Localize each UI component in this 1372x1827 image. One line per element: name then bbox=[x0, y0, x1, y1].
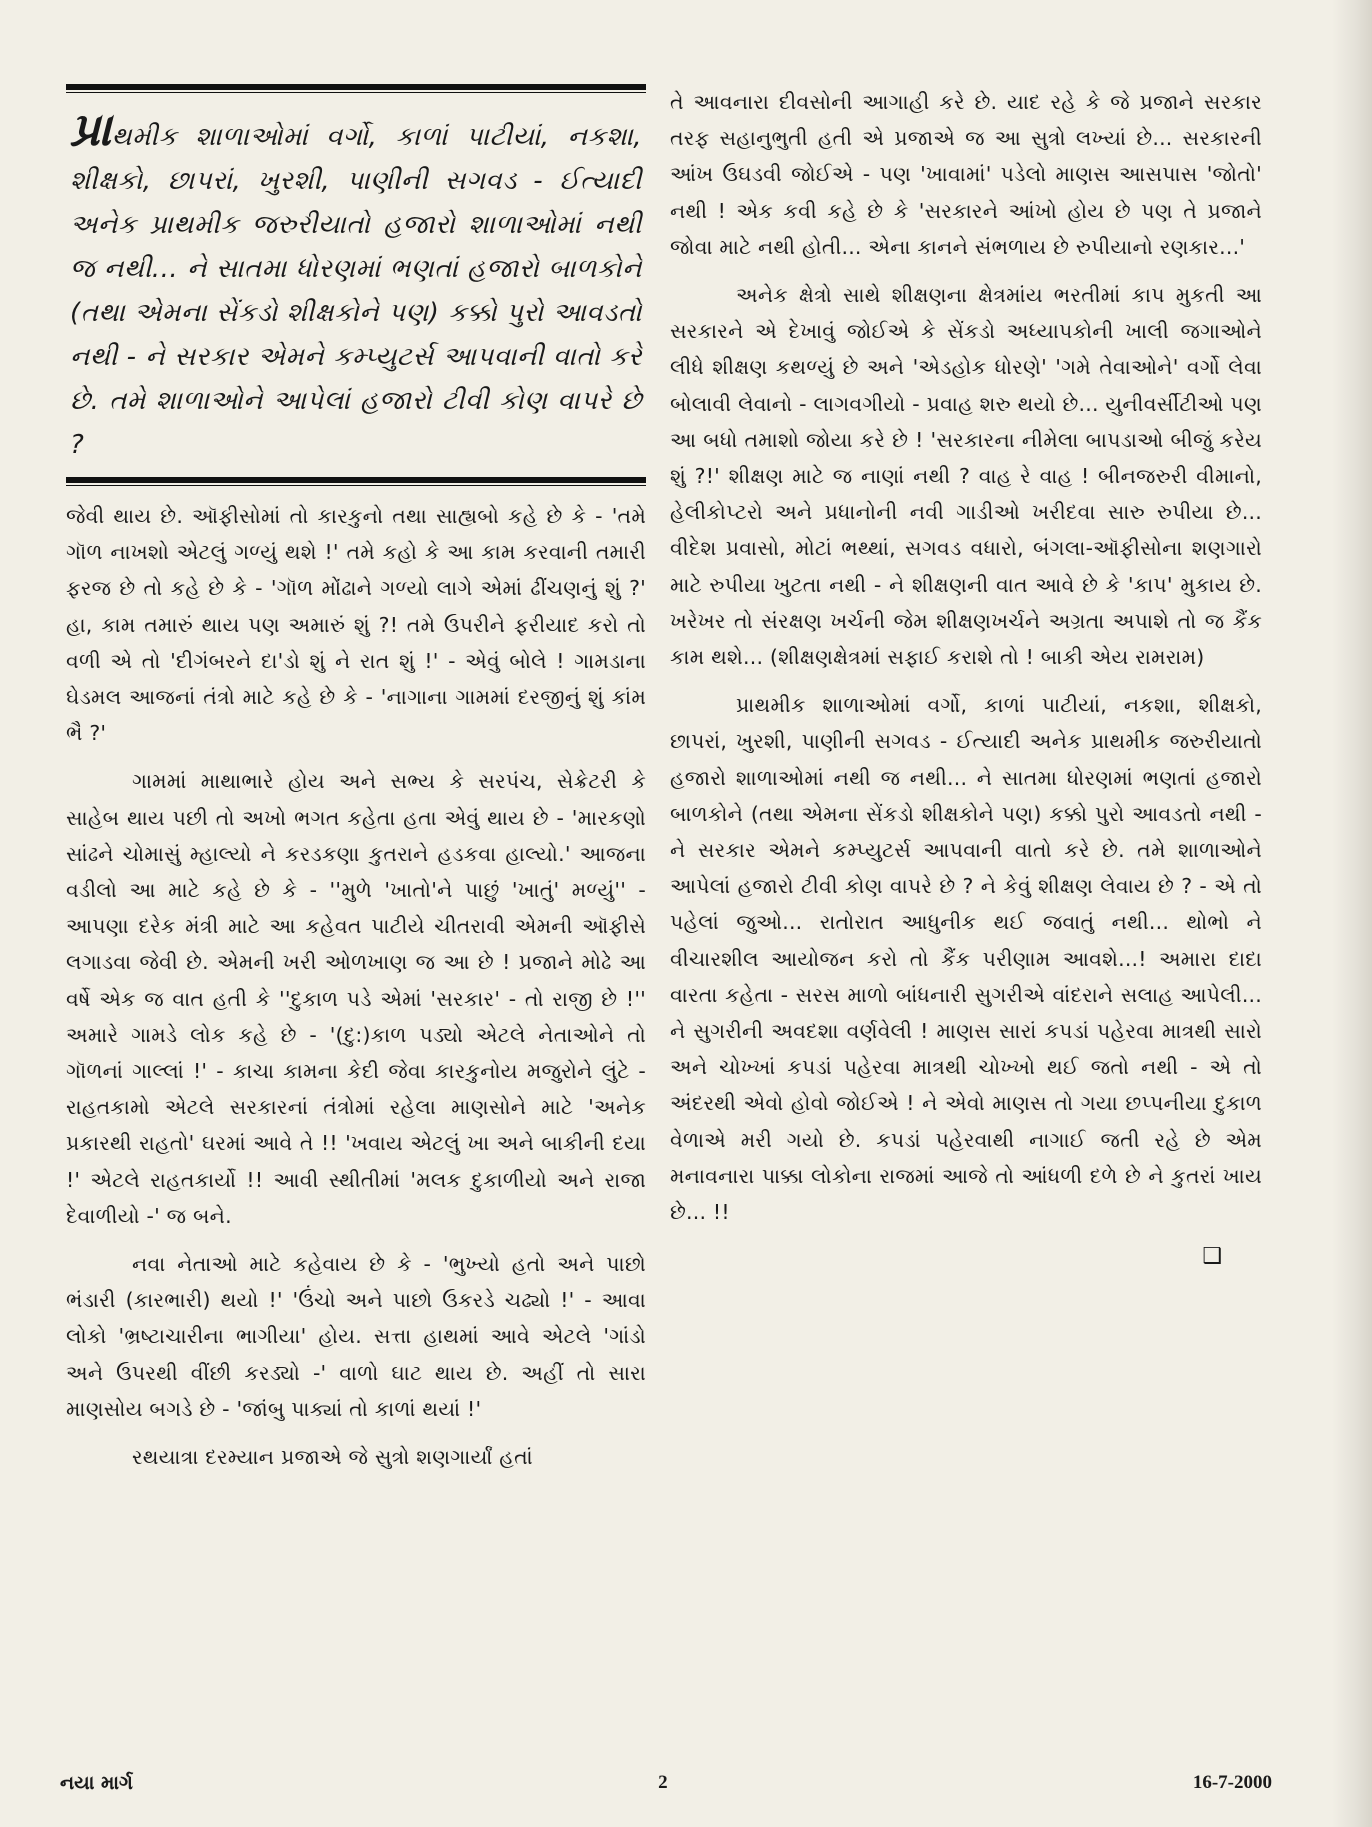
pull-quote-top-rule bbox=[66, 84, 646, 93]
paragraph: અનેક ક્ષેત્રો સાથે શીક્ષણના ક્ષેત્રમાંય ભરતીમાં કાપ મુકતી આ સરકારને એ દેખાવું જોઈએ કે સેંકડો અધ્યાપકોની ખાલી જગાઓને લીધે શીક્ષણ કથળ્યું છે અને 'એડહોક ધોરણે' 'ગમે તેવાઓને' વર્ગો લેવા બોલાવી લેવાનો - લાગવગીયો - પ્રવાહ શરુ થયો છે... યુનીવર્સીટીઓ પણ આ બધો તમાશો જોયા કરે છે ! 'સરકારના નીમેલા બાપડાઓ બીજું કરેય શું ?!' શીક્ષણ માટે જ નાણાં નથી ? વાહ રે વાહ ! બીનજરુરી વીમાનો, હેલીકોપ્ટરો અને પ્રધાનોની નવી ગાડીઓ ખરીદવા સારુ રુપીયા છે... વીદેશ પ્રવાસો, મોટાં ભથ્થાં, સગવડ વધારો, બંગલા-ઑફીસોના શણગારો માટે રુપીયા ખુટતા નથી - ને શીક્ષણની વાત આવે છે કે 'કાપ' મુકાય છે. ખરેખર તો સંરક્ષણ ખર્ચની જેમ શીક્ષણખર્ચને અગ્રતા અપાશે તો જ કૈંક કામ થશે... (શીક્ષણક્ષેત્રમાં સફાઈ કરાશે તો ! બાકી એય રામરામ) bbox=[670, 283, 1262, 670]
issue-date: 16-7-2000 bbox=[1192, 1772, 1272, 1793]
left-column bbox=[66, 84, 646, 1475]
paragraph: તે આવનારા દીવસોની આગાહી કરે છે. યાદ રહે કે જે પ્રજાને સરકાર તરફ સહાનુભુતી હતી એ પ્રજાએ જ આ સુત્રો લખ્યાં છે... સરકારની આંખ ઉઘડવી જોઈએ - પણ 'ખાવામાં' પડેલો માણસ આસપાસ 'જોતો' નથી ! એક કવી કહે છે કે 'સરકારને આંખો હોય છે પણ તે પ્રજાને જોવા માટે નથી હોતી... એના કાનને સંભળાય છે રુપીયાનો રણકાર...' bbox=[670, 90, 1262, 259]
paragraph: પ્રાથમીક શાળાઓમાં વર્ગો, કાળાં પાટીયાં, નકશા, શીક્ષકો, છાપરાં, ખુરશી, પાણીની સગવડ - ઈત્યાદી અનેક પ્રાથમીક જરુરીયાતો હજારો શાળાઓમાં નથી જ નથી... ને સાતમા ધોરણમાં ભણતાં હજારો બાળકોને (તથા એમના સેંકડો શીક્ષકોને પણ) કક્કો પુરો આવડતો નથી - ને સરકાર એમને કમ્પ્યુટર્સ આપવાની વાતો કરે છે. તમે શાળાઓને આપેલાં હજારો ટીવી કોણ વાપરે છે ? ને કેવું શીક્ષણ લેવાય છે ? - એ તો પહેલાં જુઓ... રાતોરાત આધુનીક થઈ જવાતું નથી... થોભો ને વીચારશીલ આયોજન કરો તો કૈંક પરીણામ આવશે...! અમારા દાદા વારતા કહેતા - સરસ માળો બાંધનારી સુગરીએ વાંદરાને સલાહ આપેલી... ને સુગરીની અવદશા વર્ણવેલી ! માણસ સારાં કપડાં પહેરવા માત્રથી સારો અને ચોખ્ખાં કપડાં પહેરવા માત્રથી ચોખ્ખો થઈ જતો નથી - એ તો અંદરથી એવો હોવો જોઈએ ! ને એવો માણસ તો ગયા છપ્પનીયા દુકાળ વેળાએ મરી ગયો છે. કપડાં પહેરવાથી નાગાઈ જતી રહે છે એમ મનાવનારા પાક્કા લોકોના રાજમાં આજે તો આંધળી દળે છે ને કુતરાં ખાય છે... !! bbox=[670, 693, 1262, 1225]
paragraph: નવા નેતાઓ માટે કહેવાય છે કે - 'ભુખ્યો હતો અને પાછો ભંડારી (કારભારી) થયો !' 'ઉંચો અને પાછો ઉકરડે ચઢ્યો !' - આવા લોકો 'ભ્રષ્ટાચારીના ભાગીયા' હોય. સત્તા હાથમાં આવે એટલે 'ગાંડો અને ઉપરથી વીંછી કરડ્યો -' વાળો ઘાટ થાય છે. અહીં તો સારા માણસોય બગડે છે - 'જાંબુ પાક્યાં તો કાળાં થયાં !' bbox=[66, 1252, 646, 1421]
page-footer bbox=[60, 1772, 1272, 1794]
paragraph: જેવી થાય છે. ઑફીસોમાં તો કારકુનો તથા સાહ્યબો કહે છે કે - 'તમે ગૉળ નાખશો એટલું ગળ્યું થશે !' તમે કહો કે આ કામ કરવાની તમારી ફરજ છે તો કહે છે કે - 'ગૉળ મોંઢાને ગળ્યો લાગે એમાં ઢીંચણનું શું ?' હા, કામ તમારું થાય પણ અમારું શું ?! તમે ઉપરીને ફરીયાદ કરો તો વળી એ તો 'દીગંબરને દા'ડો શું ને રાત શું !' - એવું બોલે ! ગામડાના ઘેડમલ આજનાં તંત્રો માટે કહે છે કે - 'નાગાના ગામમાં દરજીનું શું કાંમ ભૈ ?' bbox=[66, 504, 646, 746]
publication-name: નયા માર્ગ bbox=[60, 1772, 133, 1794]
end-of-article-mark: ❑ bbox=[1202, 1244, 1222, 1270]
pull-quote bbox=[66, 93, 646, 477]
pull-quote-dropcap: પ્રા bbox=[70, 102, 112, 156]
left-body-text bbox=[66, 498, 646, 1475]
right-column bbox=[670, 84, 1262, 1269]
pull-quote-text: થમીક શાળાઓમાં વર્ગો, કાળાં પાટીયાં, નકશા, શીક્ષકો, છાપરાં, ખુરશી, પાણીની સગવડ - ઈત્યાદી અનેક પ્રાથમીક જરુરીયાતો હજારો શાળાઓમાં નથી જ નથી... ને સાતમા ધોરણમાં ભણતાં હજારો બાળકોને (તથા એમના સેંકડો શીક્ષકોને પણ) કક્કો પુરો આવડતો નથી - ને સરકાર એમને કમ્પ્યુટર્સ આપવાની વાતો કરે છે. તમે શાળાઓને આપેલાં હજારો ટીવી કોણ વાપરે છે ? bbox=[70, 122, 642, 460]
pull-quote-bottom-rule bbox=[66, 477, 646, 486]
right-body-text bbox=[670, 84, 1262, 1230]
paragraph: રથયાત્રા દરમ્યાન પ્રજાએ જે સુત્રો શણગાર્યાં હતાં bbox=[132, 1445, 533, 1470]
page-number: 2 bbox=[658, 1772, 668, 1793]
torn-edge bbox=[1332, 0, 1372, 1827]
paragraph: ગામમાં માથાભારે હોય અને સભ્ય કે સરપંચ, સેક્રેટરી કે સાહેબ થાય પછી તો અખો ભગત કહેતા હતા એવું થાય છે - 'મારકણો સાંઢને ચોમાસું મ્હાલ્યો ને કરડકણા કુતરાને હડકવા હાલ્યો.' આજના વડીલો આ માટે કહે છે કે - ''મુળે 'ખાતો'ને પાછું 'ખાતું' મળ્યું'' - આપણા દરેક મંત્રી માટે આ કહેવત પાટીયે ચીતરાવી એમની ઑફીસે લગાડવા જેવી છે. એમની ખરી ઓળખાણ જ આ છે ! પ્રજાને મોઢે આ વર્ષે એક જ વાત હતી કે ''દુકાળ પડે એમાં 'સરકાર' - તો રાજી છે !'' અમારે ગામડે લોક કહે છે - '(દુ:)કાળ પડ્યો એટલે નેતાઓને તો ગૉળનાં ગાલ્લાં !' - કાચા કામના કેદી જેવા કારકુનોય મજુરોને લુંટે - રાહતકામો એટલે સરકારનાં તંત્રોમાં રહેલા માણસોને માટે 'અનેક પ્રકારથી રાહતો' ઘરમાં આવે તે !! 'ખવાય એટલું ખા અને બાકીની દયા !' એટલે રાહતકાર્યો !! આવી સ્થીતીમાં 'મલક દુકાળીયો અને રાજા દેવાળીયો -' જ બને. bbox=[66, 769, 646, 1228]
